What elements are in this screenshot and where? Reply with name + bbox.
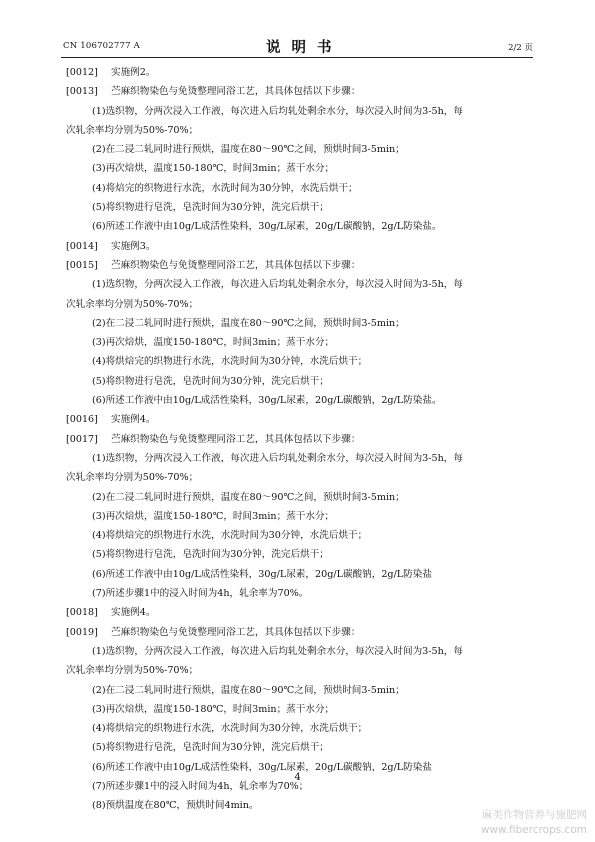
step-line [66, 217, 536, 236]
step-line [66, 642, 536, 661]
step-line [66, 140, 536, 159]
header-rule [61, 57, 533, 58]
step-text: (4)将焙完的织物进行水洗，水洗时间为30分钟，水洗后烘干； [92, 182, 358, 194]
page-header [61, 36, 533, 54]
paragraph-number: [0019] [66, 626, 98, 638]
step-line [66, 565, 536, 584]
step-line [66, 372, 536, 391]
paragraph-line [66, 82, 536, 101]
paragraph-line [66, 603, 536, 622]
paragraph-text: 实施例3。 [111, 240, 156, 252]
continuation-line [66, 295, 536, 314]
document-body [66, 63, 536, 816]
step-line [66, 526, 536, 545]
document-title: 说明书 [266, 39, 343, 56]
continuation-line [66, 468, 536, 487]
step-text: (1)选织物，分两次浸入工作液，每次进入后均轧处剩余水分，每次浸入时间为3-5h，每 [92, 645, 463, 657]
paragraph-line [66, 237, 536, 256]
step-text: (2)在二浸二轧同时进行预烘，温度在80～90℃之间，预烘时间3-5min； [92, 317, 405, 329]
step-line [66, 507, 536, 526]
step-line [66, 352, 536, 371]
step-text: (3)再次焙烘，温度150-180℃，时间3min；蒸干水分； [92, 510, 335, 522]
step-text: (3)再次焙烘，温度150-180℃，时间3min；蒸干水分； [92, 163, 335, 175]
step-text: (6)所述工作液中由10g/L成活性染料，30g/L尿素，20g/L碳酸钠，2g/L防染盐。 [92, 221, 442, 233]
step-line [66, 681, 536, 700]
continuation-line [66, 661, 536, 680]
step-text: (7)所述步骤1中的浸入时间为4h，轧余率为70%； [92, 780, 309, 792]
step-text: (5)将织物进行皂洗，皂洗时间为30分钟，洗完后烘干； [92, 202, 329, 214]
paragraph-line [66, 430, 536, 449]
paragraph-line [66, 256, 536, 275]
step-line [66, 391, 536, 410]
step-line [66, 102, 536, 121]
paragraph-number: [0018] [66, 607, 98, 619]
paragraph-text: 苎麻织物染色与免烫整理同浴工艺，其具体包括以下步骤： [111, 433, 361, 445]
step-line [66, 796, 536, 815]
step-line [66, 584, 536, 603]
step-text: (7)所述步骤1中的浸入时间为4h，轧余率为70%。 [92, 588, 309, 600]
step-line [66, 159, 536, 178]
step-line [66, 333, 536, 352]
step-text: (6)所述工作液中由10g/L成活性染料，30g/L尿素，20g/L碳酸钠，2g/L防染盐 [92, 568, 432, 580]
step-text: (5)将织物进行皂洗，皂洗时间为30分钟，洗完后烘干； [92, 742, 329, 754]
step-text: (4)将烘焙完的织物进行水洗，水洗时间为30分钟，水洗后烘干； [92, 530, 368, 542]
step-line [66, 314, 536, 333]
continuation-text: 次轧余率均分别为50%-70%； [66, 472, 199, 484]
step-line [66, 700, 536, 719]
step-text: (4)将烘焙完的织物进行水洗，水洗时间为30分钟，水洗后烘干； [92, 356, 368, 368]
step-line [66, 719, 536, 738]
paragraph-text: 苎麻织物染色与免烫整理同浴工艺，其具体包括以下步骤： [111, 259, 361, 271]
paragraph-line [66, 410, 536, 429]
page-number: 4 [294, 772, 301, 783]
paragraph-number: [0016] [66, 414, 98, 426]
watermark-line-2: www.fibercrops.com [480, 824, 587, 836]
continuation-text: 次轧余率均分别为50%-70%； [66, 665, 199, 677]
paragraph-number: [0013] [66, 86, 98, 98]
paragraph-line [66, 623, 536, 642]
step-text: (2)在二浸二轧同时进行预烘，温度在80～90℃之间，预烘时间3-5min； [92, 684, 405, 696]
step-line [66, 275, 536, 294]
step-text: (1)选织物，分两次浸入工作液，每次进入后均轧处剩余水分，每次浸入时间为3-5h，每 [92, 105, 463, 117]
step-text: (8)预烘温度在80℃，预烘时间4min。 [92, 800, 259, 812]
step-line [66, 488, 536, 507]
paragraph-text: 实施例2。 [111, 67, 156, 78]
continuation-text: 次轧余率均分别为50%-70%； [66, 298, 199, 310]
paragraph-number: [0014] [66, 240, 98, 252]
paragraph-text: 苎麻织物染色与免烫整理同浴工艺，其具体包括以下步骤： [111, 626, 361, 638]
paragraph-text: 实施例4。 [111, 607, 156, 619]
paragraph-number: [0015] [66, 259, 98, 271]
step-text: (4)将烘焙完的织物进行水洗，水洗时间为30分钟，水洗后烘干； [92, 723, 368, 735]
paragraph-number: [0017] [66, 433, 98, 445]
watermark [481, 808, 587, 838]
paragraph-text: 实施例4。 [111, 414, 156, 426]
watermark-line-1: 麻类作物营养与施肥网 [482, 809, 587, 821]
step-text: (2)在二浸二轧同时进行预烘，温度在80～90℃之间，预烘时间3-5min； [92, 144, 405, 156]
step-text: (5)将织物进行皂洗，皂洗时间为30分钟，洗完后烘干； [92, 375, 329, 387]
step-text: (3)再次焙烘，温度150-180℃，时间3min；蒸干水分； [92, 703, 335, 715]
step-text: (5)将织物进行皂洗，皂洗时间为30分钟，洗完后烘干； [92, 549, 329, 561]
step-text: (1)选织物，分两次浸入工作液，每次进入后均轧处剩余水分，每次浸入时间为3-5h，每 [92, 279, 463, 291]
paragraph-number: [0012] [66, 67, 98, 78]
paragraph-text: 苎麻织物染色与免烫整理同浴工艺，其具体包括以下步骤： [111, 86, 361, 98]
step-text: (6)所述工作液中由10g/L成活性染料，30g/L尿素，20g/L碳酸钠，2g/L防染盐。 [92, 395, 442, 407]
step-text: (3)再次焙烘，温度150-180℃，时间3min；蒸干水分； [92, 337, 335, 349]
step-line [66, 738, 536, 757]
continuation-line [66, 121, 536, 140]
step-line [66, 198, 536, 217]
paragraph-line [66, 63, 536, 82]
step-text: (1)选织物，分两次浸入工作液，每次进入后均轧处剩余水分，每次浸入时间为3-5h，每 [92, 452, 463, 464]
continuation-text: 次轧余率均分别为50%-70%； [66, 124, 199, 136]
step-line [66, 449, 536, 468]
patent-number: CN 106702777 A [63, 41, 140, 51]
step-text: (2)在二浸二轧同时进行预烘，温度在80～90℃之间，预烘时间3-5min； [92, 491, 405, 503]
page-indicator: 2/2 页 [508, 43, 533, 53]
step-text: (6)所述工作液中由10g/L成活性染料，30g/L尿素，20g/L碳酸钠，2g/L防染盐 [92, 761, 432, 773]
step-line [66, 179, 536, 198]
step-line [66, 545, 536, 564]
